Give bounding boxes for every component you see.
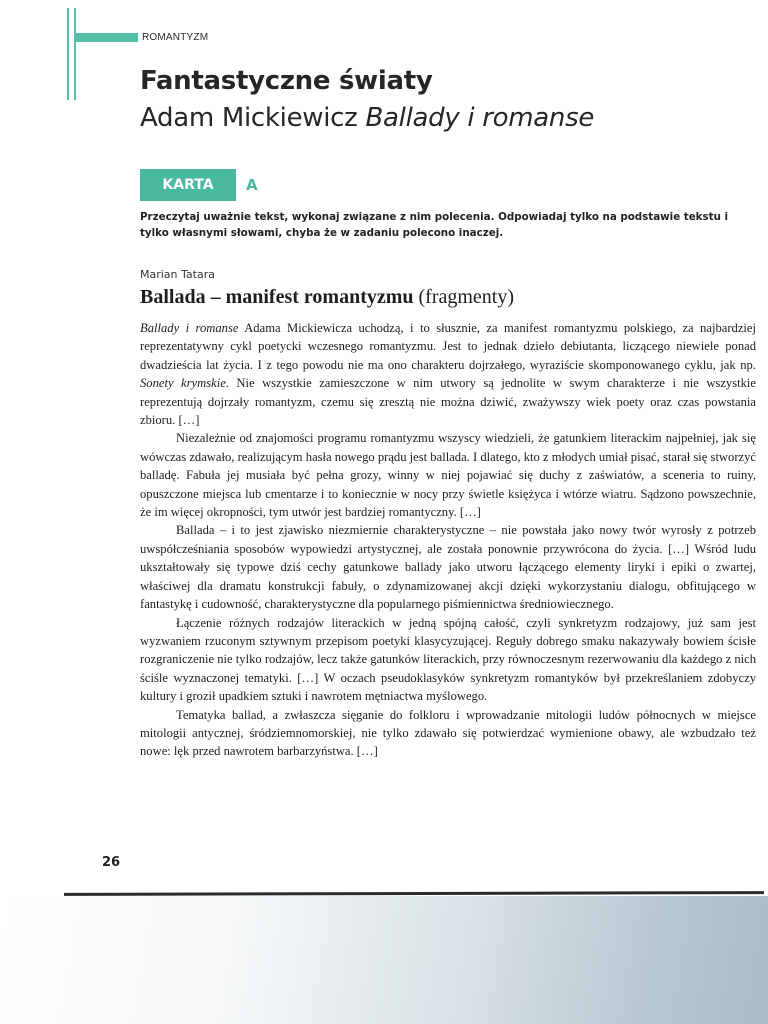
- margin-line-decoration: [74, 8, 76, 100]
- section-marker-bar: [76, 33, 138, 42]
- card-label: KARTA: [162, 177, 214, 193]
- page-subtitle: [140, 103, 594, 133]
- article-paragraph: [140, 319, 756, 429]
- section-label: ROMANTYZM: [142, 32, 209, 43]
- scan-background: [0, 896, 768, 1024]
- page-title: Fantastyczne światy: [140, 66, 433, 96]
- paragraph-text: Adama Mickiewicza uchodzą, i to słusznie, za manifest romantyzmu polskiego, za najbardziej reprezentatywny cykl poetycki wczesnego romantyzmu. Jest to jednak dzieło debiutanta, liczącego niewiele ponad dwadzieścia lat życia. I z tego powodu nie ma ono charakteru dojrzałego, wyraziście skomponowanego cyklu, jak np.: [140, 321, 756, 372]
- subtitle-work: Ballady i romanse: [365, 103, 595, 133]
- article-paragraph: Niezależnie od znajomości programu romantyzmu wszyscy wiedzieli, że gatunkiem literackim najpełniej, jak się wówczas zdawało, realizującym hasła nowego prądu jest ballada. I dlatego, kto z młodych umiał pisać, starał się stworzyć balladę. Fabuła jej musiała być pełna grozy, winny w niej pojawiać się duchy z zaświatów, a sceneria to ruiny, opuszczone miejsca lub cmentarze i to koniecznie w nocy przy świetle księżyca i wtórze wiatru. Sądzono powszechnie, że im więcej okropności, tym utwór jest bardziej romantyczny. […]: [140, 431, 756, 520]
- article-paragraph: Tematyka ballad, a zwłaszcza sięganie do folkloru i wprowadzanie mitologii ludów północnych w miejsce mitologii antycznej, śródziemnomorskiej, nie tylko zdawało się potwierdzać wymienione obawy, ale wzbudzało też nowe: lęk przed nawrotem barbarzyństwa. […]: [140, 707, 756, 759]
- paragraph-text: . Nie wszystkie zamieszczone w nim utwory są jednolite w swym charakterze i nie wszystkie reprezentują dojrzały romantyzm, czemu się zresztą nie można dziwić, zważywszy wiek poety oraz czas powstania zbioru. […]: [140, 376, 756, 428]
- article-title-main: Ballada – manifest romantyzmu: [140, 286, 414, 308]
- article-title: [140, 286, 514, 309]
- instructions-text: Przeczytaj uważnie tekst, wykonaj związane z nim polecenia. Odpowiadaj tylko na podstawie tekstu i tylko własnymi słowami, chyba że w zadaniu polecono inaczej.: [140, 211, 729, 239]
- article-paragraph: Ballada – i to jest zjawisko niezmiernie charakterystyczne – nie powstała jako nowy twór wyrosły z potrzeb uwspółcześniania sposobów wypowiedzi artystycznej, ale została ponownie przywrócona do życia. […] Wśród ludu ukształtowały się typowe dziś cechy gatunkowe ballady jako utworu łączącego elementy liryki i epiki o zwartej, właściwej dla dramatu konstrukcji fabuły, o zdynamizowanej akcji dzięki wykorzystaniu dialogu, obfitującego w fantastykę i cudowność, charakterystyczne dla popularnego piśmiennictwa średniowiecznego.: [140, 523, 756, 612]
- work-title-italic: Sonety krymskie: [140, 376, 226, 391]
- page-number: 26: [102, 855, 121, 870]
- card-letter: A: [246, 176, 258, 194]
- subtitle-author: Adam Mickiewicz: [140, 103, 366, 133]
- article-body: [140, 319, 756, 761]
- article-title-suffix: (fragmenty): [413, 286, 515, 308]
- article-author: Marian Tatara: [140, 268, 215, 281]
- margin-line-decoration: [67, 8, 69, 100]
- work-title-italic: Ballady i romanse: [140, 321, 239, 335]
- card-label-badge: [140, 169, 236, 201]
- article-paragraph: Łączenie różnych rodzajów literackich w jedną spójną całość, czyli synkretyzm rodzajowy, już sam jest wyzwaniem rzuconym sztywnym przepisom poetyki klasycyzującej. Reguły dobrego smaku nakazywały bowiem ścisłe rozgraniczenie nie tylko rodzajów, lecz także gatunków literackich, przy równoczesnym rezerwowaniu dla każdego z nich ściśle wyznaczonej tematyki. […] W oczach pseudoklasyków synkretyzm romantyków był przekreślaniem zdobyczy kultury i groził upadkiem sztuki i nawrotem mętniactwa myślowego.: [140, 615, 756, 704]
